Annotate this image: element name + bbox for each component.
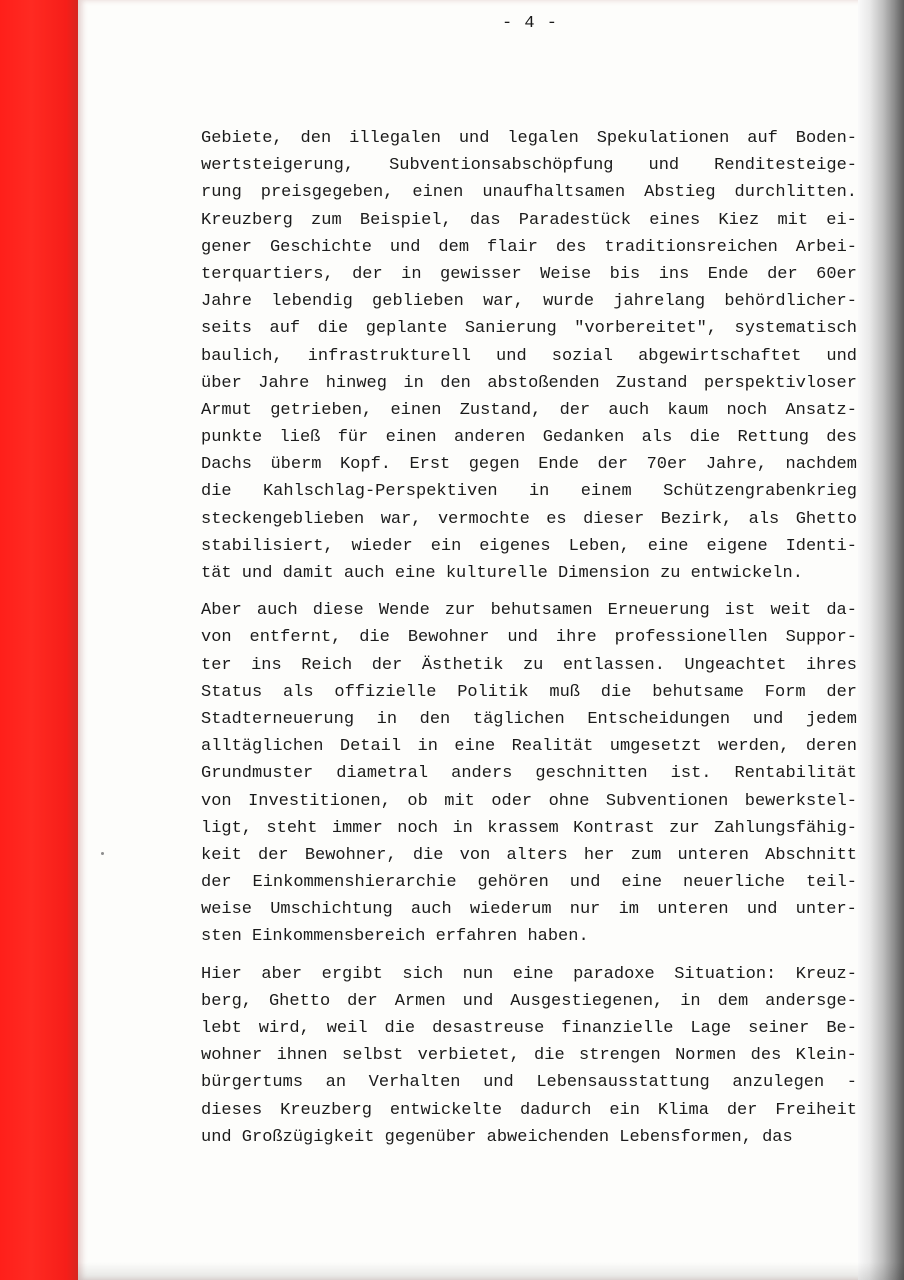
text-line: terquartiers, der in gewisser Weise bis ins Ende der 60er <box>201 264 857 284</box>
text-line: Jahre lebendig geblieben war, wurde jahrelang behördlicher- <box>201 292 857 312</box>
text-line: punkte ließ für einen anderen Gedanken als die Rettung des <box>201 428 857 448</box>
text-line: stabilisiert, wieder ein eigenes Leben, eine eigene Identi- <box>201 536 857 556</box>
text-line: wohner ihnen selbst verbietet, die strengen Normen des Klein- <box>201 1046 857 1066</box>
page-number: - 4 - <box>501 14 558 33</box>
text-line: wertsteigerung, Subventionsabschöpfung und Renditesteige- <box>201 156 857 176</box>
text-line: weise Umschichtung auch wiederum nur im unteren und unter- <box>201 900 857 920</box>
text-line: Status als offizielle Politik muß die behutsame Form der <box>201 682 857 702</box>
text-line: ter ins Reich der Ästhetik zu entlassen. Ungeachtet ihres <box>201 655 857 675</box>
text-line: berg, Ghetto der Armen und Ausgestiegenen, in dem andersge- <box>201 991 857 1011</box>
paragraph <box>201 597 881 950</box>
text-line: die Kahlschlag-Perspektiven in einem Schützengrabenkrieg <box>201 482 857 502</box>
text-line: alltäglichen Detail in eine Realität umgesetzt werden, deren <box>201 737 857 757</box>
paper-speck <box>101 852 104 855</box>
text-line: keit der Bewohner, die von alters her zum unteren Abschnitt <box>201 845 857 865</box>
text-line: lebt wird, weil die desastreuse finanzielle Lage seiner Be- <box>201 1019 857 1038</box>
bottom-shadow <box>78 1262 904 1280</box>
text-line: ligt, steht immer noch in krassem Kontrast zur Zahlungsfähig- <box>201 818 857 838</box>
text-line: sten Einkommensbereich erfahren haben. <box>201 927 589 947</box>
text-line: von Investitionen, ob mit oder ohne Subventionen bewerkstel- <box>201 791 857 811</box>
text-line: Grundmuster diametral anders geschnitten ist. Rentabilität <box>201 764 857 784</box>
text-line: seits auf die geplante Sanierung "vorbereitet", systematisch <box>201 319 857 339</box>
text-line: steckengeblieben war, vermochte es dieser Bezirk, als Ghetto <box>201 509 857 529</box>
text-line: rung preisgegeben, einen unaufhaltsamen Abstieg durchlitten. <box>201 183 857 203</box>
text-line: Aber auch diese Wende zur behutsamen Erneuerung ist weit da- <box>201 601 857 621</box>
red-binding-strip <box>0 0 78 1280</box>
text-line: Gebiete, den illegalen und legalen Spekulationen auf Boden- <box>201 129 857 148</box>
text-line: der Einkommenshierarchie gehören und eine neuerliche teil- <box>201 873 857 893</box>
text-line: gener Geschichte und dem flair des traditionsreichen Arbei- <box>201 237 857 257</box>
text-line: bürgertums an Verhalten und Lebensausstattung anzulegen - <box>201 1073 857 1093</box>
text-line: Hier aber ergibt sich nun eine paradoxe Situation: Kreuz- <box>201 964 857 984</box>
text-line: über Jahre hinweg in den abstoßenden Zustand perspektivloser <box>201 373 857 393</box>
text-line: Kreuzberg zum Beispiel, das Paradestück eines Kiez mit ei- <box>201 210 857 230</box>
body-text <box>201 125 881 1151</box>
text-line: dieses Kreuzberg entwickelte dadurch ein Klima der Freiheit <box>201 1100 857 1120</box>
paragraph <box>201 961 881 1151</box>
text-line: Armut getrieben, einen Zustand, der auch kaum noch Ansatz- <box>201 400 857 420</box>
paragraph <box>201 125 881 587</box>
text-line: baulich, infrastrukturell und sozial abgewirtschaftet und <box>201 346 857 366</box>
text-line: und Großzügigkeit gegenüber abweichenden Lebensformen, das <box>201 1127 793 1147</box>
text-line: tät und damit auch eine kulturelle Dimension zu entwickeln. <box>201 564 803 583</box>
text-line: Stadterneuerung in den täglichen Entscheidungen und jedem <box>201 709 857 729</box>
text-line: Dachs überm Kopf. Erst gegen Ende der 70er Jahre, nachdem <box>201 455 857 475</box>
text-line: von entfernt, die Bewohner und ihre professionellen Suppor- <box>201 628 857 648</box>
